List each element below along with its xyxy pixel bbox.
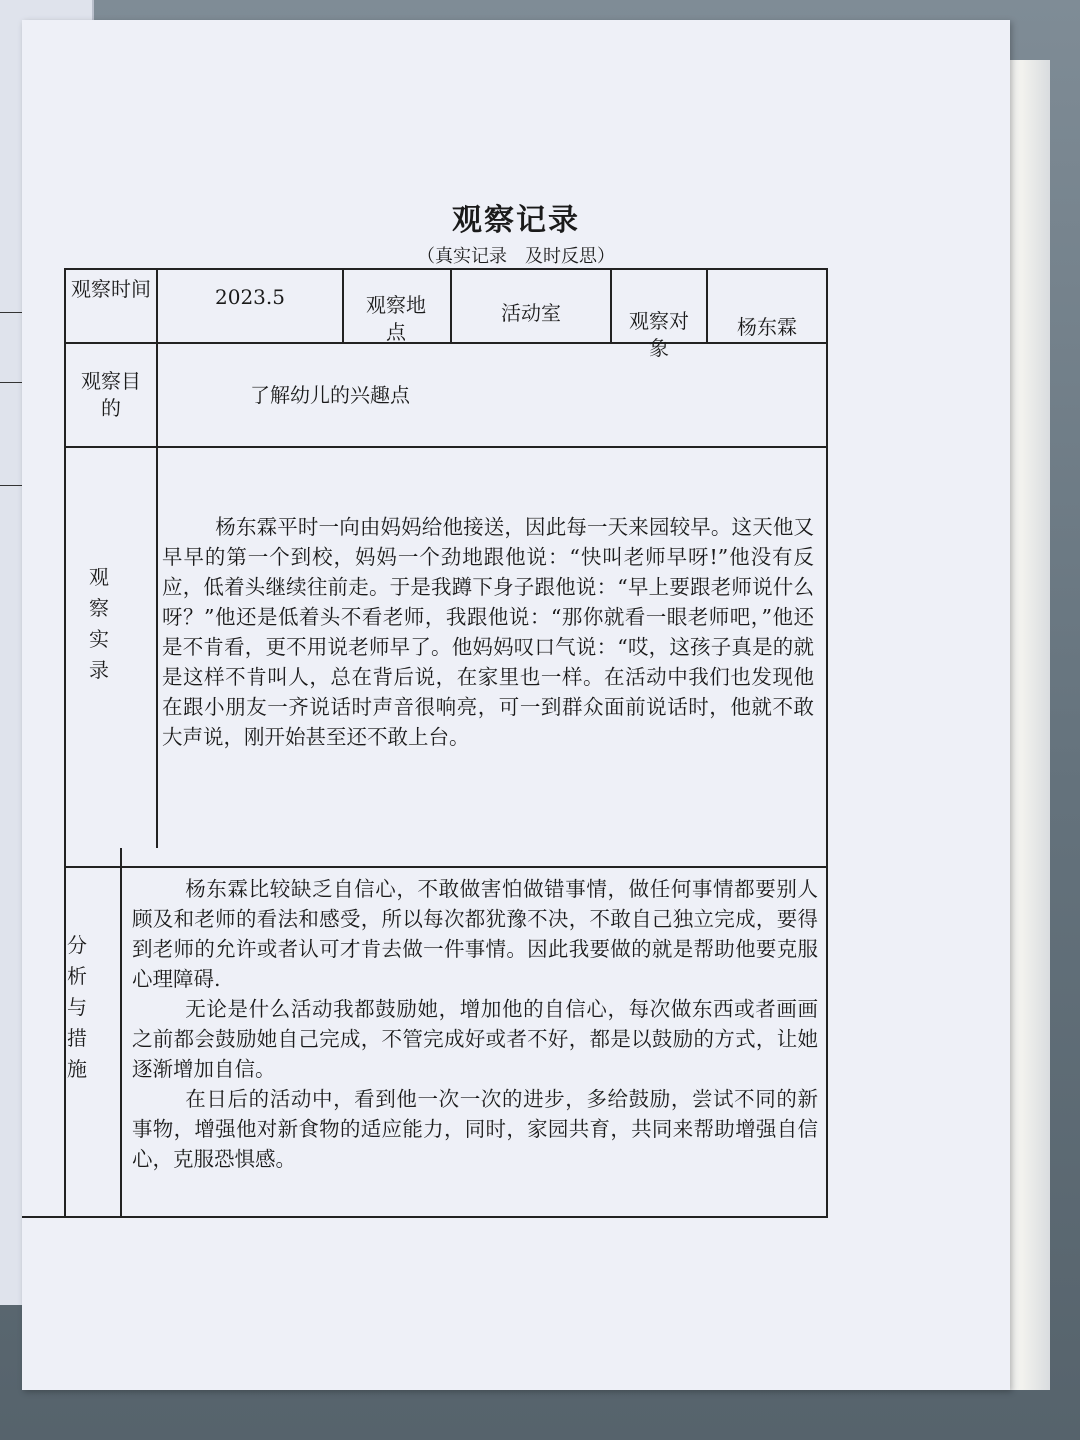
purpose-value: 了解幼儿的兴趣点: [250, 383, 410, 407]
label-column-divider: [156, 268, 158, 848]
document-page: [22, 20, 1010, 1390]
cell-divider: [610, 268, 612, 342]
row-divider: [64, 446, 828, 448]
time-value: 2023.5: [215, 285, 285, 309]
table-border-bottom: [22, 1216, 828, 1218]
cell-divider: [342, 268, 344, 342]
row-divider: [64, 866, 828, 868]
analysis-paragraph: 杨东霖比较缺乏自信心，不敢做害怕做错事情，做任何事情都要别人顾及和老师的看法和感受，所以每次都犹豫不决，不敢自己独立完成，要得到老师的允许或者认可才肯去做一件事情。因此我要做的就是帮助他要克服心理障碍.: [132, 877, 818, 991]
time-label: 观察时间: [71, 277, 151, 301]
cell-divider: [706, 268, 708, 342]
cell-divider: [450, 268, 452, 342]
subject-value: 杨东霖: [737, 315, 797, 339]
subject-label: 观察对象: [629, 309, 689, 360]
place-value: 活动室: [501, 301, 561, 325]
record-label: 观察实录: [89, 565, 109, 682]
row-divider: [64, 342, 828, 344]
place-label: 观察地点: [366, 293, 426, 344]
document-subtitle: （真实记录 及时反思）: [417, 246, 615, 267]
analysis-text: [132, 874, 818, 1174]
document-title: 观察记录: [452, 203, 580, 238]
table-border-top: [64, 268, 828, 270]
analysis-paragraph: 无论是什么活动我都鼓励她，增加他的自信心，每次做东西或者画画之前都会鼓励她自己完成，不管完成好或者不好，都是以鼓励的方式，让她逐渐增加自信。: [132, 997, 818, 1081]
table-border-right: [826, 268, 828, 1218]
label-column-divider: [120, 848, 122, 1218]
analysis-paragraph: 在日后的活动中，看到他一次一次的进步，多给鼓励，尝试不同的新事物，增强他对新食物的适应能力，同时，家园共育，共同来帮助增强自信心，克服恐惧感。: [132, 1087, 818, 1171]
analysis-label: 分析与措施: [67, 933, 87, 1081]
record-text: 杨东霖平时一向由妈妈给他接送，因此每一天来园较早。这天他又早早的第一个到校，妈妈一个劲地跟他说：“快叫老师早呀!”他没有反应，低着头继续往前走。于是我蹲下身子跟他说：“早上要跟老师说什么呀？”他还是低着头不看老师，我跟他说：“那你就看一眼老师吧，”他还是不肯看，更不用说老师早了。他妈妈叹口气说：“哎，这孩子真是的就是这样不肯叫人，总在背后说，在家里也一样。在活动中我们也发现他在跟小朋友一齐说话时声音很响亮，可一到群众面前说话时，他就不敢大声说，刚开始甚至还不敢上台。: [162, 515, 814, 749]
purpose-label: 观察目的: [81, 369, 141, 420]
